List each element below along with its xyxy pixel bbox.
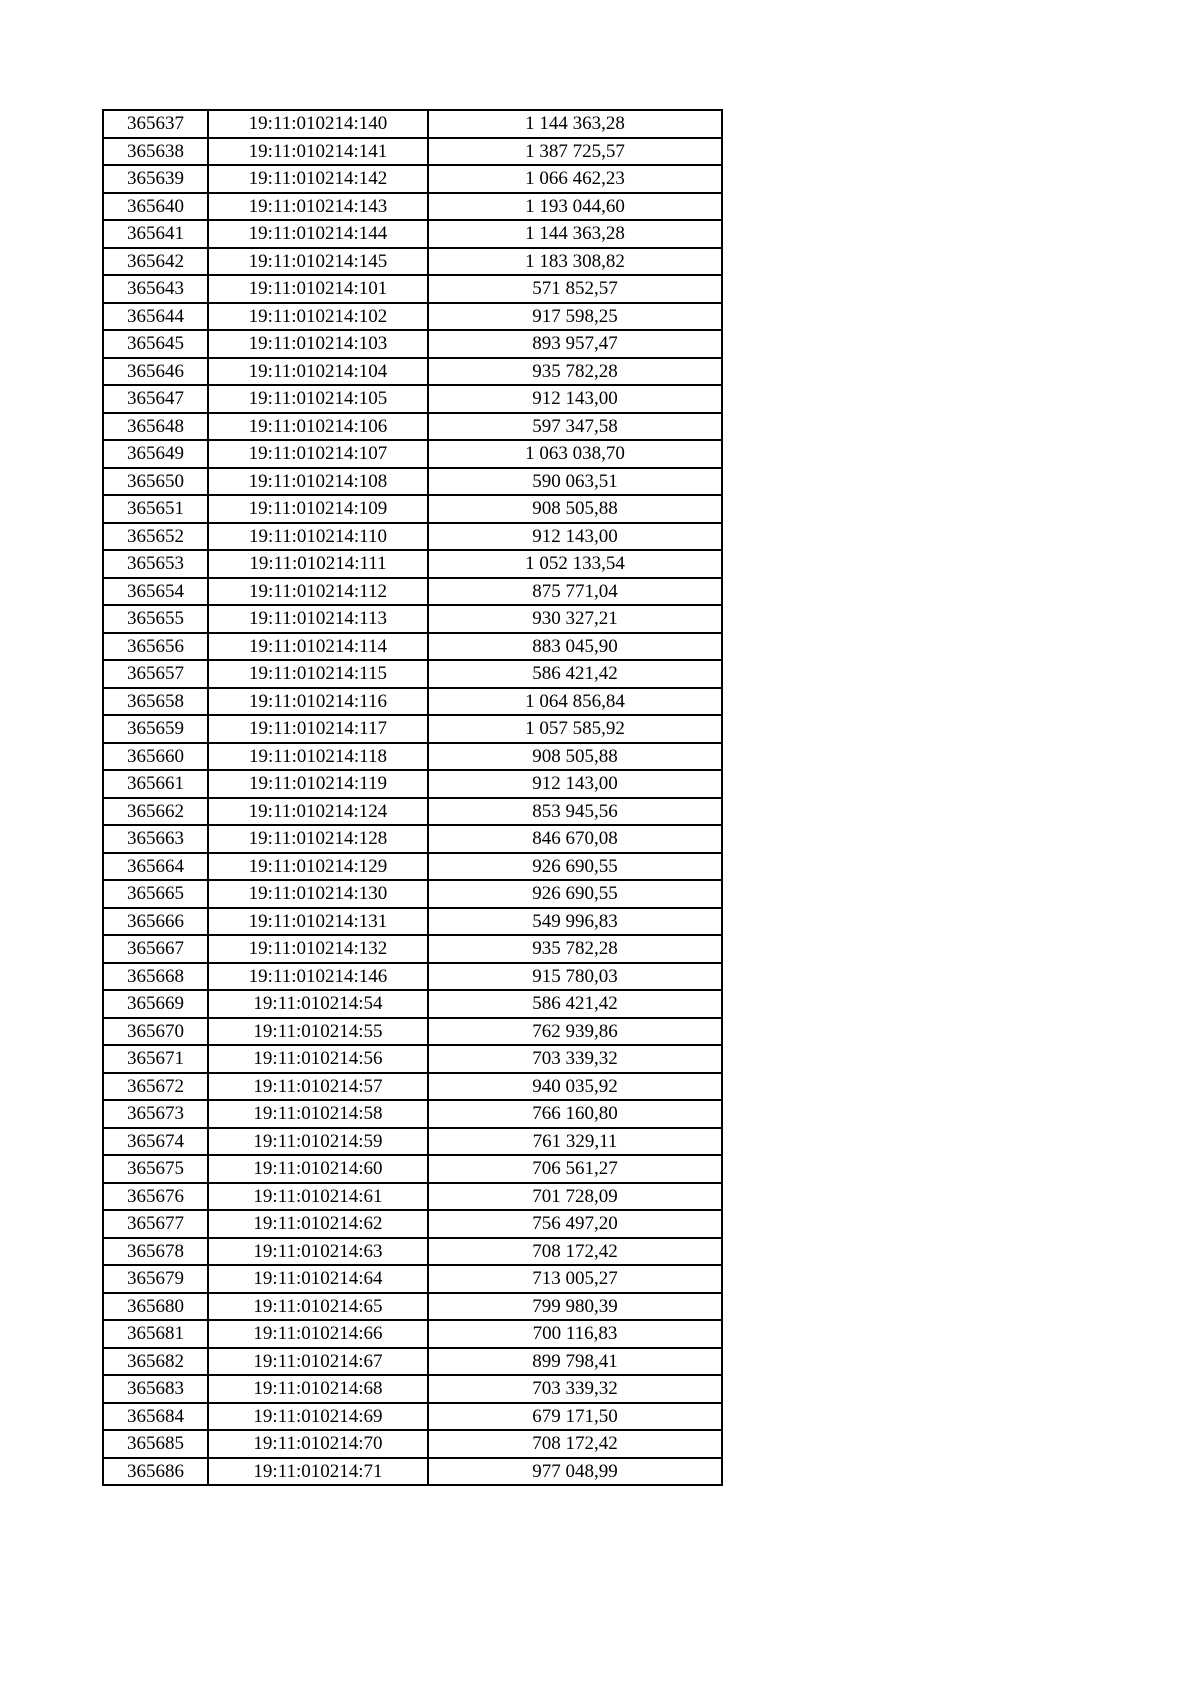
value-cell: 908 505,88 bbox=[428, 495, 722, 523]
value-cell: 846 670,08 bbox=[428, 825, 722, 853]
value-cell: 977 048,99 bbox=[428, 1458, 722, 1486]
table-row bbox=[103, 1183, 722, 1211]
cadastral-number-cell: 19:11:010214:141 bbox=[208, 138, 428, 166]
cadastral-number-cell: 19:11:010214:57 bbox=[208, 1073, 428, 1101]
row-number-cell: 365653 bbox=[103, 550, 208, 578]
cadastral-number-cell: 19:11:010214:131 bbox=[208, 908, 428, 936]
table-row bbox=[103, 165, 722, 193]
row-number-cell: 365656 bbox=[103, 633, 208, 661]
row-number-cell: 365681 bbox=[103, 1320, 208, 1348]
row-number-cell: 365660 bbox=[103, 743, 208, 771]
value-cell: 708 172,42 bbox=[428, 1430, 722, 1458]
cadastral-number-cell: 19:11:010214:118 bbox=[208, 743, 428, 771]
row-number-cell: 365661 bbox=[103, 770, 208, 798]
row-number-cell: 365676 bbox=[103, 1183, 208, 1211]
cadastral-number-cell: 19:11:010214:110 bbox=[208, 523, 428, 551]
value-cell: 706 561,27 bbox=[428, 1155, 722, 1183]
table-row bbox=[103, 770, 722, 798]
table-row bbox=[103, 825, 722, 853]
cadastral-number-cell: 19:11:010214:109 bbox=[208, 495, 428, 523]
cadastral-number-cell: 19:11:010214:55 bbox=[208, 1018, 428, 1046]
cadastral-number-cell: 19:11:010214:114 bbox=[208, 633, 428, 661]
cadastral-number-cell: 19:11:010214:63 bbox=[208, 1238, 428, 1266]
cadastral-number-cell: 19:11:010214:144 bbox=[208, 220, 428, 248]
value-cell: 926 690,55 bbox=[428, 880, 722, 908]
table-row bbox=[103, 1430, 722, 1458]
table-row bbox=[103, 468, 722, 496]
table-row bbox=[103, 935, 722, 963]
value-cell: 893 957,47 bbox=[428, 330, 722, 358]
table-row bbox=[103, 578, 722, 606]
cadastral-number-cell: 19:11:010214:60 bbox=[208, 1155, 428, 1183]
cadastral-number-cell: 19:11:010214:67 bbox=[208, 1348, 428, 1376]
value-cell: 926 690,55 bbox=[428, 853, 722, 881]
table-row bbox=[103, 193, 722, 221]
value-cell: 766 160,80 bbox=[428, 1100, 722, 1128]
value-cell: 1 144 363,28 bbox=[428, 110, 722, 138]
cadastral-number-cell: 19:11:010214:66 bbox=[208, 1320, 428, 1348]
value-cell: 762 939,86 bbox=[428, 1018, 722, 1046]
cadastral-number-cell: 19:11:010214:62 bbox=[208, 1210, 428, 1238]
cadastral-number-cell: 19:11:010214:146 bbox=[208, 963, 428, 991]
row-number-cell: 365683 bbox=[103, 1375, 208, 1403]
row-number-cell: 365680 bbox=[103, 1293, 208, 1321]
value-cell: 756 497,20 bbox=[428, 1210, 722, 1238]
table-row bbox=[103, 990, 722, 1018]
row-number-cell: 365675 bbox=[103, 1155, 208, 1183]
table-row bbox=[103, 248, 722, 276]
row-number-cell: 365667 bbox=[103, 935, 208, 963]
row-number-cell: 365641 bbox=[103, 220, 208, 248]
row-number-cell: 365666 bbox=[103, 908, 208, 936]
value-cell: 799 980,39 bbox=[428, 1293, 722, 1321]
row-number-cell: 365642 bbox=[103, 248, 208, 276]
table-row bbox=[103, 1210, 722, 1238]
table-row bbox=[103, 1348, 722, 1376]
cadastral-number-cell: 19:11:010214:69 bbox=[208, 1403, 428, 1431]
cadastral-number-cell: 19:11:010214:108 bbox=[208, 468, 428, 496]
table-row bbox=[103, 688, 722, 716]
row-number-cell: 365684 bbox=[103, 1403, 208, 1431]
cadastral-number-cell: 19:11:010214:124 bbox=[208, 798, 428, 826]
row-number-cell: 365640 bbox=[103, 193, 208, 221]
row-number-cell: 365663 bbox=[103, 825, 208, 853]
value-cell: 1 144 363,28 bbox=[428, 220, 722, 248]
row-number-cell: 365678 bbox=[103, 1238, 208, 1266]
value-cell: 853 945,56 bbox=[428, 798, 722, 826]
row-number-cell: 365671 bbox=[103, 1045, 208, 1073]
row-number-cell: 365685 bbox=[103, 1430, 208, 1458]
table-row bbox=[103, 798, 722, 826]
cadastral-number-cell: 19:11:010214:71 bbox=[208, 1458, 428, 1486]
value-cell: 761 329,11 bbox=[428, 1128, 722, 1156]
value-cell: 1 183 308,82 bbox=[428, 248, 722, 276]
data-table bbox=[102, 109, 723, 1486]
table-row bbox=[103, 880, 722, 908]
cadastral-number-cell: 19:11:010214:59 bbox=[208, 1128, 428, 1156]
cadastral-number-cell: 19:11:010214:130 bbox=[208, 880, 428, 908]
table-row bbox=[103, 110, 722, 138]
table-row bbox=[103, 1293, 722, 1321]
value-cell: 1 064 856,84 bbox=[428, 688, 722, 716]
row-number-cell: 365679 bbox=[103, 1265, 208, 1293]
table-row bbox=[103, 138, 722, 166]
value-cell: 883 045,90 bbox=[428, 633, 722, 661]
table-row bbox=[103, 303, 722, 331]
row-number-cell: 365659 bbox=[103, 715, 208, 743]
cadastral-number-cell: 19:11:010214:119 bbox=[208, 770, 428, 798]
value-cell: 586 421,42 bbox=[428, 660, 722, 688]
row-number-cell: 365673 bbox=[103, 1100, 208, 1128]
row-number-cell: 365664 bbox=[103, 853, 208, 881]
row-number-cell: 365639 bbox=[103, 165, 208, 193]
cadastral-number-cell: 19:11:010214:116 bbox=[208, 688, 428, 716]
cadastral-number-cell: 19:11:010214:54 bbox=[208, 990, 428, 1018]
table-row bbox=[103, 908, 722, 936]
row-number-cell: 365654 bbox=[103, 578, 208, 606]
table-row bbox=[103, 963, 722, 991]
value-cell: 590 063,51 bbox=[428, 468, 722, 496]
row-number-cell: 365647 bbox=[103, 385, 208, 413]
row-number-cell: 365644 bbox=[103, 303, 208, 331]
value-cell: 1 387 725,57 bbox=[428, 138, 722, 166]
cadastral-number-cell: 19:11:010214:68 bbox=[208, 1375, 428, 1403]
row-number-cell: 365638 bbox=[103, 138, 208, 166]
table-row bbox=[103, 330, 722, 358]
value-cell: 1 066 462,23 bbox=[428, 165, 722, 193]
value-cell: 899 798,41 bbox=[428, 1348, 722, 1376]
row-number-cell: 365645 bbox=[103, 330, 208, 358]
row-number-cell: 365651 bbox=[103, 495, 208, 523]
table-row bbox=[103, 853, 722, 881]
table-row bbox=[103, 275, 722, 303]
cadastral-number-cell: 19:11:010214:107 bbox=[208, 440, 428, 468]
cadastral-number-cell: 19:11:010214:61 bbox=[208, 1183, 428, 1211]
row-number-cell: 365657 bbox=[103, 660, 208, 688]
row-number-cell: 365669 bbox=[103, 990, 208, 1018]
value-cell: 935 782,28 bbox=[428, 358, 722, 386]
value-cell: 930 327,21 bbox=[428, 605, 722, 633]
table-row bbox=[103, 220, 722, 248]
table-row bbox=[103, 743, 722, 771]
cadastral-number-cell: 19:11:010214:143 bbox=[208, 193, 428, 221]
table-row bbox=[103, 440, 722, 468]
row-number-cell: 365643 bbox=[103, 275, 208, 303]
value-cell: 586 421,42 bbox=[428, 990, 722, 1018]
cadastral-number-cell: 19:11:010214:64 bbox=[208, 1265, 428, 1293]
table-row bbox=[103, 523, 722, 551]
table-row bbox=[103, 1155, 722, 1183]
value-cell: 1 052 133,54 bbox=[428, 550, 722, 578]
row-number-cell: 365658 bbox=[103, 688, 208, 716]
row-number-cell: 365674 bbox=[103, 1128, 208, 1156]
cadastral-number-cell: 19:11:010214:128 bbox=[208, 825, 428, 853]
cadastral-number-cell: 19:11:010214:104 bbox=[208, 358, 428, 386]
table-row bbox=[103, 413, 722, 441]
table-row bbox=[103, 1265, 722, 1293]
row-number-cell: 365672 bbox=[103, 1073, 208, 1101]
table-row bbox=[103, 1458, 722, 1486]
row-number-cell: 365652 bbox=[103, 523, 208, 551]
row-number-cell: 365686 bbox=[103, 1458, 208, 1486]
value-cell: 1 057 585,92 bbox=[428, 715, 722, 743]
value-cell: 1 063 038,70 bbox=[428, 440, 722, 468]
table-row bbox=[103, 1045, 722, 1073]
row-number-cell: 365655 bbox=[103, 605, 208, 633]
row-number-cell: 365649 bbox=[103, 440, 208, 468]
value-cell: 701 728,09 bbox=[428, 1183, 722, 1211]
table-row bbox=[103, 358, 722, 386]
table-row bbox=[103, 385, 722, 413]
table-row bbox=[103, 495, 722, 523]
value-cell: 597 347,58 bbox=[428, 413, 722, 441]
value-cell: 1 193 044,60 bbox=[428, 193, 722, 221]
cadastral-number-cell: 19:11:010214:140 bbox=[208, 110, 428, 138]
row-number-cell: 365637 bbox=[103, 110, 208, 138]
row-number-cell: 365648 bbox=[103, 413, 208, 441]
row-number-cell: 365662 bbox=[103, 798, 208, 826]
value-cell: 935 782,28 bbox=[428, 935, 722, 963]
value-cell: 549 996,83 bbox=[428, 908, 722, 936]
value-cell: 912 143,00 bbox=[428, 523, 722, 551]
value-cell: 679 171,50 bbox=[428, 1403, 722, 1431]
table-row bbox=[103, 1375, 722, 1403]
table-row bbox=[103, 1128, 722, 1156]
table-body bbox=[103, 110, 722, 1485]
cadastral-number-cell: 19:11:010214:65 bbox=[208, 1293, 428, 1321]
value-cell: 917 598,25 bbox=[428, 303, 722, 331]
row-number-cell: 365668 bbox=[103, 963, 208, 991]
cadastral-number-cell: 19:11:010214:117 bbox=[208, 715, 428, 743]
cadastral-number-cell: 19:11:010214:106 bbox=[208, 413, 428, 441]
row-number-cell: 365677 bbox=[103, 1210, 208, 1238]
row-number-cell: 365665 bbox=[103, 880, 208, 908]
table-row bbox=[103, 1238, 722, 1266]
value-cell: 912 143,00 bbox=[428, 385, 722, 413]
cadastral-number-cell: 19:11:010214:113 bbox=[208, 605, 428, 633]
row-number-cell: 365650 bbox=[103, 468, 208, 496]
cadastral-number-cell: 19:11:010214:58 bbox=[208, 1100, 428, 1128]
cadastral-number-cell: 19:11:010214:102 bbox=[208, 303, 428, 331]
table-row bbox=[103, 660, 722, 688]
value-cell: 708 172,42 bbox=[428, 1238, 722, 1266]
cadastral-number-cell: 19:11:010214:115 bbox=[208, 660, 428, 688]
cadastral-number-cell: 19:11:010214:129 bbox=[208, 853, 428, 881]
cadastral-number-cell: 19:11:010214:103 bbox=[208, 330, 428, 358]
cadastral-number-cell: 19:11:010214:132 bbox=[208, 935, 428, 963]
value-cell: 940 035,92 bbox=[428, 1073, 722, 1101]
value-cell: 875 771,04 bbox=[428, 578, 722, 606]
cadastral-number-cell: 19:11:010214:145 bbox=[208, 248, 428, 276]
table-row bbox=[103, 715, 722, 743]
value-cell: 571 852,57 bbox=[428, 275, 722, 303]
row-number-cell: 365646 bbox=[103, 358, 208, 386]
table-row bbox=[103, 550, 722, 578]
row-number-cell: 365670 bbox=[103, 1018, 208, 1046]
cadastral-number-cell: 19:11:010214:56 bbox=[208, 1045, 428, 1073]
table-row bbox=[103, 1073, 722, 1101]
table-row bbox=[103, 1320, 722, 1348]
value-cell: 915 780,03 bbox=[428, 963, 722, 991]
table-row bbox=[103, 1018, 722, 1046]
value-cell: 703 339,32 bbox=[428, 1045, 722, 1073]
value-cell: 700 116,83 bbox=[428, 1320, 722, 1348]
cadastral-number-cell: 19:11:010214:70 bbox=[208, 1430, 428, 1458]
cadastral-number-cell: 19:11:010214:142 bbox=[208, 165, 428, 193]
table-row bbox=[103, 605, 722, 633]
table-row bbox=[103, 633, 722, 661]
table-row bbox=[103, 1100, 722, 1128]
cadastral-number-cell: 19:11:010214:105 bbox=[208, 385, 428, 413]
value-cell: 912 143,00 bbox=[428, 770, 722, 798]
value-cell: 908 505,88 bbox=[428, 743, 722, 771]
cadastral-number-cell: 19:11:010214:101 bbox=[208, 275, 428, 303]
value-cell: 703 339,32 bbox=[428, 1375, 722, 1403]
cadastral-number-cell: 19:11:010214:111 bbox=[208, 550, 428, 578]
row-number-cell: 365682 bbox=[103, 1348, 208, 1376]
table-row bbox=[103, 1403, 722, 1431]
cadastral-number-cell: 19:11:010214:112 bbox=[208, 578, 428, 606]
value-cell: 713 005,27 bbox=[428, 1265, 722, 1293]
